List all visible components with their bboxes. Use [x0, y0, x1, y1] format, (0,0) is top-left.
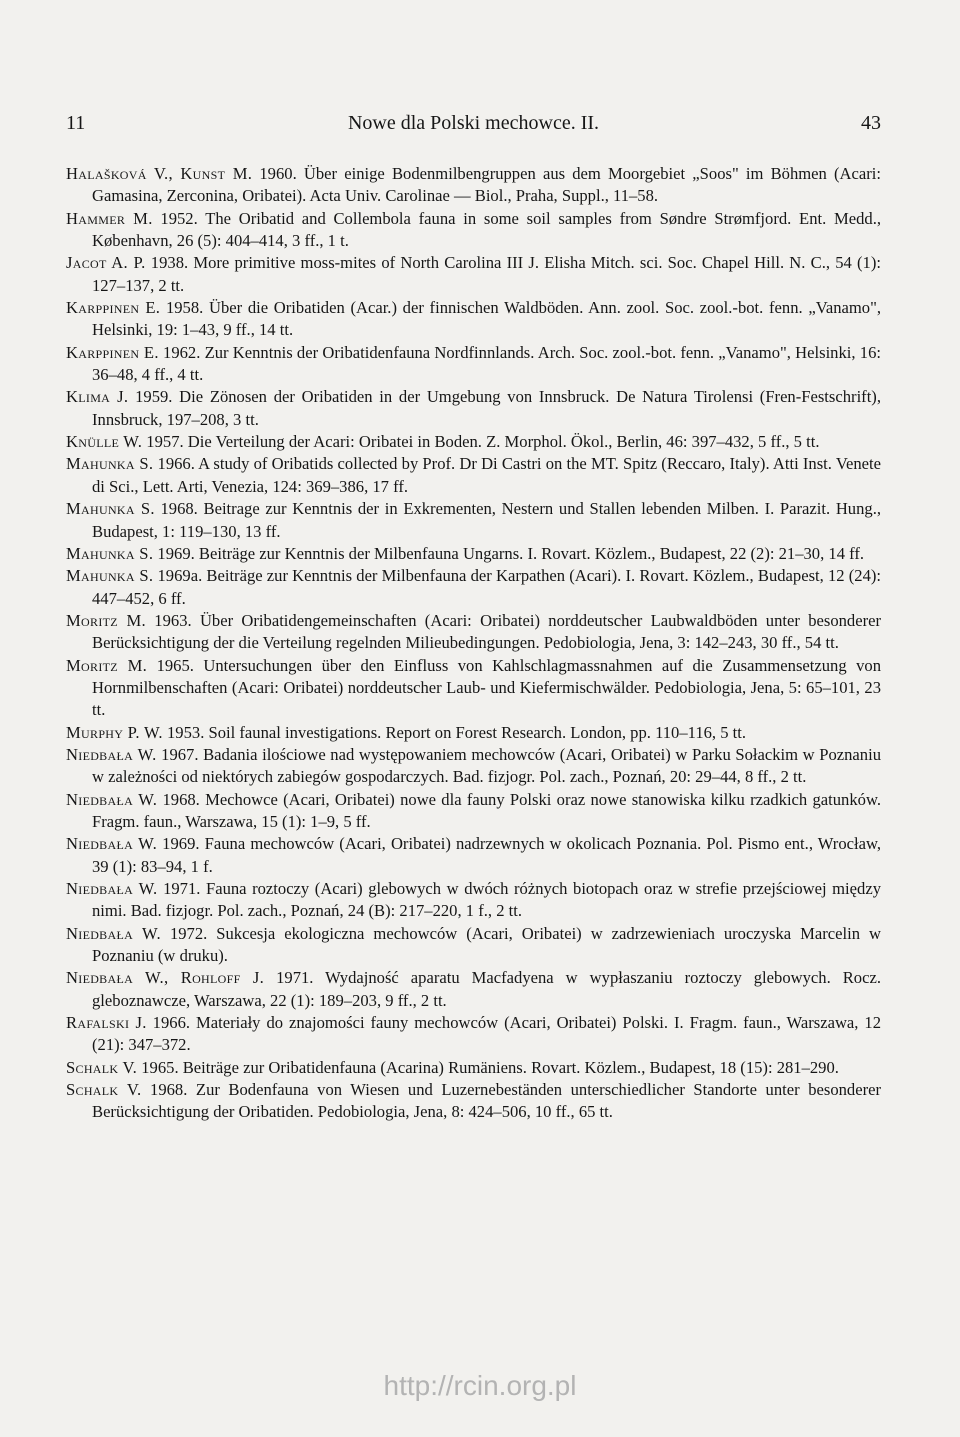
reference-author: Moritz M.: [66, 610, 146, 630]
reference-entry: [66, 610, 881, 655]
reference-author: Jacot A. P.: [66, 253, 146, 273]
reference-entry: [66, 163, 881, 208]
reference-author: Halašková V., Kunst M.: [66, 164, 253, 183]
reference-author: Moritz M.: [66, 655, 148, 675]
reference-text: 1952. The Oribatid and Collembola fauna in some soil samples from Søndre Strømfjord. Ent. Medd., København, 26 (5): 404–414, 3 ff., 1 t.: [92, 208, 881, 251]
reference-text: 1965. Untersuchungen über den Einfluss von Kahlschlagmassnahmen auf die Zusammensetzung von Hornmilbenschaften (Acari: Oribatei) norddeutscher Laub- und Kiefermischwälder. Pedobiologia, Jena, 5: 65–101, 23 tt.: [92, 655, 881, 720]
reference-entry: [66, 386, 881, 431]
reference-text: 1968. Mechowce (Acari, Oribatei) nowe dla fauny Polski oraz nowe stanowiska kilku rzadkich gatunków. Fragm. faun., Warszawa, 15 (1): 1–9, 5 ff.: [92, 789, 881, 831]
reference-text: 1957. Die Verteilung der Acari: Oribatei in Boden. Z. Morphol. Ökol., Berlin, 46: 397–432, 5 ff., 5 tt.: [142, 432, 820, 452]
reference-entry: [66, 789, 881, 834]
reference-text: 1968. Beitrage zur Kenntnis der in Exkrementen, Nestern und Stallen lebenden Milben. I. Parazit. Hung., Budapest, 1: 119–130, 13 ff.: [92, 499, 881, 541]
reference-text: 1969. Fauna mechowców (Acari, Oribatei) nadrzewnych w okolicach Poznania. Pol. Pismo ent., Wrocław, 39 (1): 83–94, 1 f.: [92, 834, 882, 876]
reference-author: Schalk V.: [66, 1080, 142, 1100]
reference-entry: [66, 208, 881, 253]
watermark-url: http://rcin.org.pl: [383, 1370, 577, 1401]
reference-author: Rafalski J.: [66, 1013, 147, 1033]
reference-text: 1966. Materiały do znajomości fauny mechowców (Acari, Oribatei) Polski. I. Fragm. faun., Warszawa, 12 (21): 347–372.: [92, 1013, 881, 1055]
reference-entry: [66, 655, 881, 722]
page-number-right: 43: [861, 112, 881, 134]
reference-entry: [66, 878, 881, 923]
reference-text: 1938. More primitive moss-mites of North Carolina III J. Elisha Mitch. sci. Soc. Chapel Hill. N. C., 54 (1): 127–137, 2 tt.: [92, 253, 881, 295]
reference-author: Niedbała W.: [66, 879, 158, 898]
reference-text: 1965. Beiträge zur Oribatidenfauna (Acarina) Rumäniens. Rovart. Közlem., Budapest, 18 (15): 281–290.: [137, 1057, 839, 1077]
reference-author: Niedbała W., Rohloff J.: [66, 968, 265, 988]
reference-entry: [66, 744, 881, 789]
reference-author: Niedbała W.: [66, 923, 161, 943]
reference-entry: [66, 431, 881, 453]
reference-list: [66, 163, 881, 1124]
reference-entry: [66, 833, 881, 878]
reference-entry: [66, 1057, 881, 1079]
reference-author: Murphy P. W.: [66, 722, 163, 742]
reference-author: Schalk V.: [66, 1057, 138, 1077]
reference-entry: [66, 1012, 881, 1057]
reference-author: Mahunka S.: [66, 566, 154, 586]
reference-text: 1958. Über die Oribatiden (Acar.) der finnischen Waldböden. Ann. zool. Soc. zool.-bot. fenn. „Vanamo", Helsinki, 19: 1–43, 9 ff., 14 tt.: [92, 298, 881, 340]
reference-text: 1972. Sukcesja ekologiczna mechowców (Acari, Oribatei) w zadrzewieniach uroczyska Marcelin w Poznaniu (w druku).: [92, 923, 882, 966]
reference-text: 1971. Wydajność aparatu Macfadyena w wypłaszaniu roztoczy glebowych. Rocz. gleboznawcze, Warszawa, 22 (1): 189–203, 9 ff., 2 tt.: [92, 968, 881, 1010]
reference-entry: [66, 453, 881, 498]
reference-entry: [66, 923, 881, 968]
reference-entry: [66, 498, 881, 543]
page-number-left: 11: [66, 112, 86, 134]
reference-author: Niedbała W.: [66, 744, 157, 764]
reference-text: 1953. Soil faunal investigations. Report on Forest Research. London, pp. 110–116, 5 tt.: [162, 722, 747, 742]
reference-author: Knülle W.: [66, 432, 143, 452]
reference-entry: [66, 252, 881, 297]
reference-text: 1971. Fauna roztoczy (Acari) glebowych w dwóch różnych biotopach oraz w strefie przejściowej między nimi. Bad. fizjogr. Pol. zach., Poznań, 24 (B): 217–220, 1 f., 2 tt.: [92, 879, 881, 921]
reference-text: 1959. Die Zönosen der Oribatiden in der Umgebung von Innsbruck. De Natura Tirolensi (Fren-Festschrift), Innsbruck, 197–208, 3 tt.: [92, 387, 881, 429]
reference-author: Mahunka S.: [66, 454, 154, 474]
reference-entry: [66, 1079, 881, 1124]
reference-entry: [66, 342, 881, 387]
reference-text: 1966. A study of Oribatids collected by Prof. Dr Di Castri on the MT. Spitz (Reccaro, Italy). Atti Inst. Venete di Sci., Lett. Arti, Venezia, 124: 369–386, 17 ff.: [92, 454, 881, 496]
reference-entry: [66, 297, 881, 342]
reference-author: Klima J.: [66, 387, 129, 407]
reference-text: 1962. Zur Kenntnis der Oribatidenfauna Nordfinnlands. Arch. Soc. zool.-bot. fenn. „Vanamo", Helsinki, 16: 36–48, 4 ff., 4 tt.: [92, 342, 881, 385]
reference-entry: [66, 565, 881, 610]
running-title: Nowe dla Polski mechowce. II.: [347, 112, 600, 134]
reference-author: Karppinen E.: [66, 342, 159, 362]
reference-author: Mahunka S.: [66, 543, 154, 563]
reference-text: 1968. Zur Bodenfauna von Wiesen und Luzernebeständen unterschiedlicher Standorte unter besonderer Berücksichtigung der Oribatiden. Pedobiologia, Jena, 8: 424–506, 10 ff., 65 tt.: [92, 1080, 881, 1122]
reference-author: Mahunka S.: [66, 499, 155, 519]
reference-text: 1969. Beiträge zur Kenntnis der Milbenfauna Ungarns. I. Rovart. Közlem., Budapest, 22 (2): 21–30, 14 ff.: [153, 543, 865, 563]
reference-author: Karppinen E.: [66, 298, 161, 318]
reference-text: 1967. Badania ilościowe nad występowaniem mechowców (Acari, Oribatei) w Parku Sołackim w Poznaniu w zależności od niektórych zabiegów gospodarczych. Bad. fizjogr. Pol. zach., Poznań, 20: 29–44, 8 ff., 2 tt.: [92, 744, 881, 787]
reference-author: Niedbała W.: [66, 789, 158, 809]
reference-text: 1960. Über einige Bodenmilbengruppen aus dem Moorgebiet „Soos" im Böhmen (Acari: Gamasina, Zerconina, Oribatei). Acta Univ. Carolinae — Biol., Praha, Suppl., 11–58.: [92, 164, 882, 206]
reference-text: 1963. Über Oribatidengemeinschaften (Acari: Oribatei) norddeutscher Laubwaldböden unter besonderer Berücksichtigung der die Verteilung regelnden Milieubedingungen. Pedobiologia, Jena, 3: 142–243, 30 ff., 54 tt.: [92, 610, 881, 653]
reference-author: Niedbała W.: [66, 834, 158, 854]
reference-entry: [66, 967, 881, 1012]
reference-entry: [66, 543, 881, 565]
reference-author: Hammer M.: [66, 208, 153, 228]
reference-entry: [66, 722, 881, 744]
page-header: [66, 112, 881, 142]
reference-text: 1969a. Beiträge zur Kenntnis der Milbenfauna der Karpathen (Acari). I. Rovart. Közlem., Budapest, 12 (24): 447–452, 6 ff.: [92, 566, 882, 608]
